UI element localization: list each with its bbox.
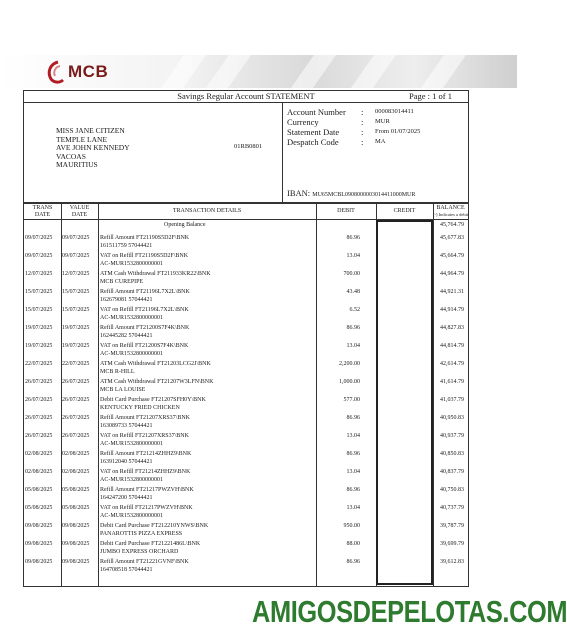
transaction-details <box>100 469 190 484</box>
balance-amount: 39,699.79 <box>440 541 464 547</box>
balance-amount: 40,837.79 <box>440 469 464 475</box>
value-date: 12/07/2025 <box>62 271 90 277</box>
value-date: 22/07/2025 <box>62 361 90 367</box>
details-line: MCB LA LOUISE <box>100 386 146 393</box>
balance-amount: 42,614.79 <box>440 361 464 367</box>
details-line: Debit Card Purchase FT21207SFH0Y\BNK <box>100 397 206 403</box>
table-row <box>24 305 468 323</box>
details-line: JUMBO EXPRESS ORCHARD <box>100 548 179 555</box>
colon: : <box>361 127 364 137</box>
transactions-table <box>23 203 469 587</box>
table-row <box>24 395 468 413</box>
trans-date: 15/07/2025 <box>25 307 53 313</box>
colon: : <box>361 107 364 117</box>
details-line: 163089733 57044421 <box>100 422 153 429</box>
table-row <box>24 269 468 287</box>
details-line: MCB CUREPIPE <box>100 278 144 285</box>
table-row <box>24 341 468 359</box>
table-header <box>24 204 468 220</box>
transaction-details <box>100 487 194 502</box>
debit-amount: 13.04 <box>346 343 360 349</box>
value-date: 02/08/2025 <box>62 451 90 457</box>
debit-amount: 700.00 <box>343 271 360 277</box>
trans-date: 09/08/2025 <box>25 541 53 547</box>
statement-date-label: Statement Date <box>287 127 340 137</box>
details-line: Debit Card Purchase FT212210YNWS\BNK <box>100 523 209 529</box>
debit-amount: 577.00 <box>343 397 360 403</box>
opening-balance-value: 45,764.79 <box>440 222 464 228</box>
currency-label: Currency <box>287 117 319 127</box>
balance-amount: 40,950.83 <box>440 415 464 421</box>
opening-balance-row <box>24 221 468 231</box>
transaction-details <box>100 415 190 430</box>
header-debit: DEBIT <box>337 208 355 214</box>
value-date: 09/07/2025 <box>62 253 90 259</box>
details-line: VAT on Refill FT21196L7X2L\BNK <box>100 307 189 313</box>
statement-date-value: From 01/07/2025 <box>375 128 421 135</box>
trans-date: 12/07/2025 <box>25 271 53 277</box>
table-row <box>24 503 468 521</box>
debit-amount: 86.96 <box>346 325 360 331</box>
balance-amount: 45,664.79 <box>440 253 464 259</box>
details-line: Refill Amount FT21217PWZVH\BNK <box>100 487 194 493</box>
debit-amount: 86.96 <box>346 487 360 493</box>
account-info-block <box>23 102 469 203</box>
details-line: AC-MUR1532800000001 <box>100 350 164 357</box>
table-row <box>24 323 468 341</box>
details-line: VAT on Refill FT21217PWZVH\BNK <box>100 505 193 511</box>
table-row <box>24 449 468 467</box>
balance-amount: 44,827.83 <box>440 325 464 331</box>
trans-date: 15/07/2025 <box>25 289 53 295</box>
trans-date: 22/07/2025 <box>25 361 53 367</box>
table-row <box>24 287 468 305</box>
value-date: 15/07/2025 <box>62 307 90 313</box>
value-date: 19/07/2025 <box>62 343 90 349</box>
watermark: AMIGOSDEPELOTAS.COM <box>252 594 567 629</box>
value-date: 02/08/2025 <box>62 469 90 475</box>
value-date: 09/08/2025 <box>62 523 90 529</box>
customer-ref: 01RB0801 <box>234 143 263 150</box>
details-line: VAT on Refill FT21190S5D2F\BNK <box>100 253 189 259</box>
transaction-details <box>100 397 206 412</box>
details-line: ATM Cash Withdrawal FT211933KR22\BNK <box>100 271 211 277</box>
details-line: Refill Amount FT21214ZHHZ9\BNK <box>100 451 192 457</box>
trans-date: 02/08/2025 <box>25 469 53 475</box>
transaction-details <box>100 505 193 520</box>
details-line: Refill Amount FT21221GVNF\BNK <box>100 559 189 565</box>
details-line: KENTUCKY FRIED CHICKEN <box>100 404 180 411</box>
value-date: 09/07/2025 <box>62 235 90 241</box>
transaction-details <box>100 541 200 556</box>
debit-amount: 6.52 <box>349 307 360 313</box>
transaction-details <box>100 379 213 394</box>
balance-amount: 44,814.79 <box>440 343 464 349</box>
details-line: ATM Cash Withdrawal FT21203LCG2J\BNK <box>100 361 211 367</box>
account-number-label: Account Number <box>287 107 346 117</box>
mcb-logo <box>46 60 116 84</box>
details-line: PANAROTTIS PIZZA EXPRESS <box>100 530 183 537</box>
balance-amount: 39,612.83 <box>440 559 464 565</box>
address-line: VACOAS <box>56 151 86 161</box>
trans-date: 26/07/2025 <box>25 415 53 421</box>
transaction-details <box>100 307 189 322</box>
table-row <box>24 233 468 251</box>
trans-date: 09/08/2025 <box>25 523 53 529</box>
details-line: Refill Amount FT21190S5D2F\BNK <box>100 235 190 241</box>
details-line: Refill Amount FT21207XRS37\BNK <box>100 415 191 421</box>
debit-amount: 86.96 <box>346 451 360 457</box>
currency-value: MUR <box>375 118 390 125</box>
trans-date: 19/07/2025 <box>25 325 53 331</box>
value-date: 05/08/2025 <box>62 487 90 493</box>
trans-date: 09/07/2025 <box>25 235 53 241</box>
details-line: 162679081 57044421 <box>100 296 153 303</box>
table-row <box>24 413 468 431</box>
colon: : <box>361 117 364 127</box>
trans-date: 09/07/2025 <box>25 253 53 259</box>
despatch-code-value: MA <box>375 138 386 145</box>
transaction-details <box>100 343 188 358</box>
details-line: 164247200 57044421 <box>100 494 153 501</box>
header-balance <box>433 205 468 218</box>
debit-amount: 950.00 <box>343 523 360 529</box>
details-line: 162445282 57044421 <box>100 332 153 339</box>
debit-amount: 13.04 <box>346 469 360 475</box>
header-trans-date <box>24 205 61 218</box>
transaction-details <box>100 325 189 340</box>
details-line: Refill Amount FT21196L7X2L\BNK <box>100 289 190 295</box>
details-line: 163912040 57044421 <box>100 458 153 465</box>
account-number-value: 000083014411 <box>375 108 414 115</box>
header-text: TRANS <box>32 205 53 211</box>
table-row <box>24 431 468 449</box>
account-details <box>282 102 469 202</box>
debit-amount: 13.04 <box>346 433 360 439</box>
balance-amount: 44,921.31 <box>440 289 464 295</box>
debit-amount: 13.04 <box>346 253 360 259</box>
debit-amount: 86.96 <box>346 415 360 421</box>
details-line: Refill Amount FT21200S7F4K\BNK <box>100 325 190 331</box>
debit-amount: 13.04 <box>346 505 360 511</box>
trans-date: 05/08/2025 <box>25 487 53 493</box>
table-row <box>24 359 468 377</box>
brand-name: MCB <box>68 62 109 81</box>
trans-date: 26/07/2025 <box>25 433 53 439</box>
balance-amount: 40,937.79 <box>440 433 464 439</box>
value-date: 05/08/2025 <box>62 505 90 511</box>
address-line: MAURITIUS <box>56 160 98 169</box>
value-date: 09/08/2025 <box>62 559 90 565</box>
transaction-details <box>100 433 189 448</box>
trans-date: 26/07/2025 <box>25 379 53 385</box>
header-text: VALUE <box>69 205 90 211</box>
details-line: 164708518 57044421 <box>100 566 153 573</box>
value-date: 15/07/2025 <box>62 289 90 295</box>
debit-amount: 86.96 <box>346 235 360 241</box>
iban-label: IBAN: <box>287 188 311 198</box>
transaction-details <box>100 253 188 268</box>
transaction-details <box>100 271 211 286</box>
transaction-details <box>100 289 190 304</box>
details-line: AC-MUR1532800000001 <box>100 512 164 519</box>
details-line: VAT on Refill FT21214ZHHZ9\BNK <box>100 469 191 475</box>
address-line: TEMPLE LANE <box>56 134 108 144</box>
header-credit: CREDIT <box>393 208 416 214</box>
table-row <box>24 539 468 557</box>
value-date: 09/08/2025 <box>62 541 90 547</box>
statement-title: Savings Regular Account STATEMENT <box>177 91 315 101</box>
balance-amount: 41,037.79 <box>440 397 464 403</box>
transaction-details <box>100 451 191 466</box>
details-line: ATM Cash Withdrawal FT21207W3LFN\BNK <box>100 379 214 385</box>
header-text: DATE <box>34 211 51 218</box>
header-value-date <box>61 205 98 218</box>
table-row <box>24 557 468 575</box>
balance-amount: 41,614.79 <box>440 379 464 385</box>
details-line: VAT on Refill FT21200S7F4K\BNK <box>100 343 189 349</box>
transaction-details <box>100 361 211 376</box>
page-indicator: Page : 1 of 1 <box>409 91 452 101</box>
trans-date: 05/08/2025 <box>25 505 53 511</box>
details-line: AC-MUR1532800000001 <box>100 440 164 447</box>
details-line: VAT on Refill FT21207XRS37\BNK <box>100 433 189 439</box>
debit-amount: 43.48 <box>346 289 360 295</box>
customer-address <box>56 127 130 170</box>
balance-amount: 39,787.79 <box>440 523 464 529</box>
trans-date: 26/07/2025 <box>25 397 53 403</box>
value-date: 19/07/2025 <box>62 325 90 331</box>
iban-value: MU65MCBL0908000003014411000MUR <box>312 192 416 198</box>
table-row <box>24 467 468 485</box>
balance-amount: 40,850.83 <box>440 451 464 457</box>
details-line: Debit Card Purchase FT21221486L\BNK <box>100 541 201 547</box>
trans-date: 09/08/2025 <box>25 559 53 565</box>
balance-amount: 40,737.79 <box>440 505 464 511</box>
debit-amount: 88.00 <box>346 541 360 547</box>
transaction-details <box>100 235 189 250</box>
transaction-details <box>100 523 208 538</box>
table-row <box>24 485 468 503</box>
header-text: (-) Indicates a debit <box>433 211 469 217</box>
despatch-code-label: Despatch Code <box>287 137 339 147</box>
value-date: 26/07/2025 <box>62 397 90 403</box>
debit-amount: 86.96 <box>346 559 360 565</box>
details-line: MCB R-HILL <box>100 368 135 375</box>
balance-amount: 40,750.83 <box>440 487 464 493</box>
debit-amount: 1,000.00 <box>339 379 360 385</box>
details-line: 161511759 57044421 <box>100 242 153 249</box>
header-text: BALANCE <box>436 205 465 211</box>
address-line: MISS JANE CITIZEN <box>56 126 125 135</box>
balance-amount: 44,914.79 <box>440 307 464 313</box>
table-row <box>24 377 468 395</box>
trans-date: 02/08/2025 <box>25 451 53 457</box>
table-row <box>24 521 468 539</box>
value-date: 26/07/2025 <box>62 379 90 385</box>
opening-balance-label: Opening Balance <box>164 222 206 228</box>
trans-date: 19/07/2025 <box>25 343 53 349</box>
value-date: 26/07/2025 <box>62 415 90 421</box>
balance-amount: 44,964.79 <box>440 271 464 277</box>
colon: : <box>361 137 364 147</box>
header-text: DATE <box>71 211 88 218</box>
table-row <box>24 251 468 269</box>
header-details: TRANSACTION DETAILS <box>172 208 242 214</box>
details-line: AC-MUR1532800000001 <box>100 476 164 483</box>
balance-amount: 45,677.83 <box>440 235 464 241</box>
value-date: 26/07/2025 <box>62 433 90 439</box>
details-line: AC-MUR1532800000001 <box>100 314 164 321</box>
details-line: AC-MUR1532800000001 <box>100 260 164 267</box>
debit-amount: 2,200.00 <box>339 361 360 367</box>
iban-row <box>287 188 415 198</box>
address-line: AVE JOHN KENNEDY <box>56 143 130 152</box>
transaction-details <box>100 559 189 574</box>
